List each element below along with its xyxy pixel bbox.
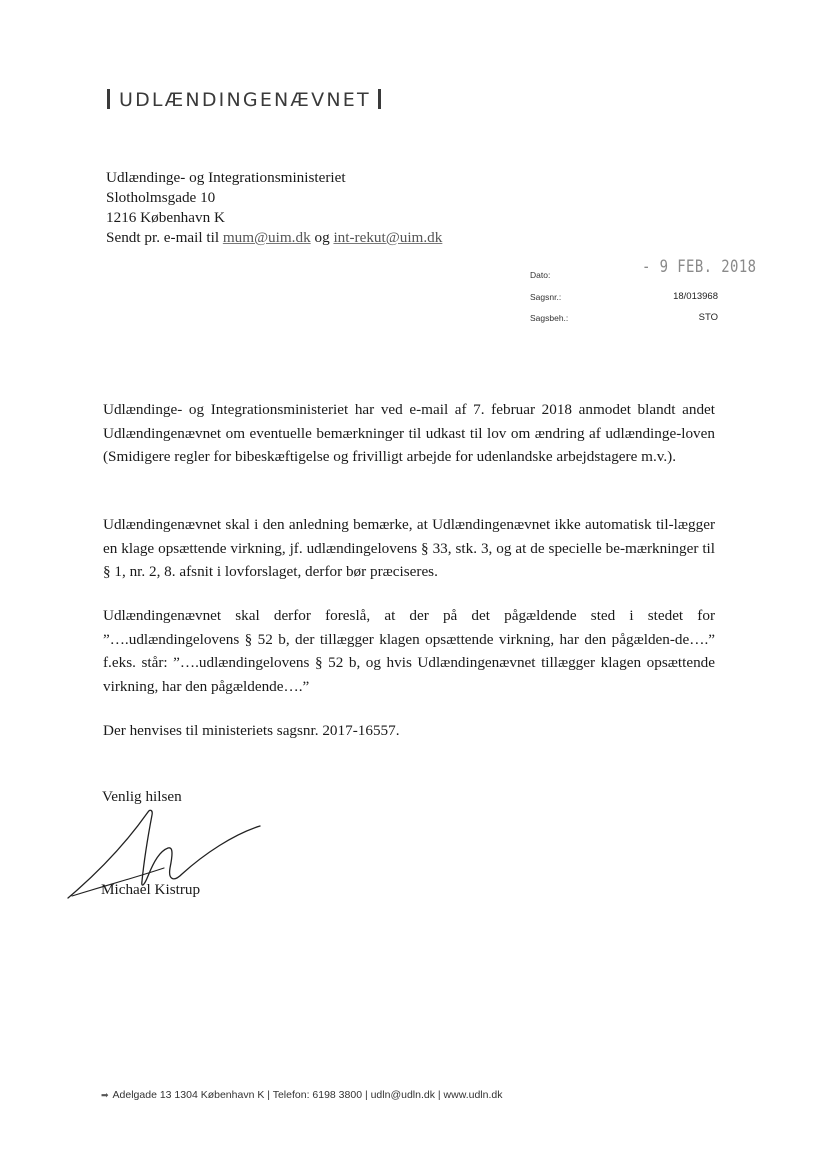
sent-conjunction: og	[314, 229, 330, 246]
footer-text: Adelgade 13 1304 København K | Telefon: 6198 3800 | udln@udln.dk | www.udln.dk	[112, 1089, 503, 1101]
recipient-line1: Udlændinge- og Integrationsministeriet	[106, 169, 346, 186]
date-label: Dato:	[530, 270, 551, 280]
email-link-int-rekut[interactable]: int-rekut@uim.dk	[333, 229, 443, 246]
body-paragraph-1: Udlændinge- og Integrationsministeriet har ved e-mail af 7. februar 2018 anmodet blandt andet Udlændingenævnet om eventuelle bemærkninger til udkast til lov om ændring af udlændinge-loven (Smidigere regler for bibeskæftigelse og frivilligt arbejde for udenlandske arbejdstagere m.v.).	[103, 401, 715, 465]
signer-name: Michael Kistrup	[101, 881, 201, 898]
handler-label: Sagsbeh.:	[530, 313, 569, 323]
case-number-value: 18/013968	[673, 291, 718, 302]
recipient-line3: 1216 København K	[106, 209, 225, 226]
footer	[101, 1089, 502, 1101]
case-number-label: Sagsnr.:	[530, 292, 562, 302]
logo-bar-left	[107, 89, 110, 109]
footer-arrow-icon: ➡	[101, 1090, 109, 1100]
letterhead-name: UDLÆNDINGENÆVNET	[119, 89, 371, 111]
body-paragraph-2: Udlændingenævnet skal i den anledning bemærke, at Udlændingenævnet ikke automatisk til-lægger en klage opsættende virkning, jf. udlændingelovens § 33, stk. 3, og at de specielle be-mærkninger til § 1, nr. 2, 8. afsnit i lovforslaget, derfor bør præciseres.	[103, 516, 715, 580]
recipient-address	[106, 168, 442, 248]
sent-line	[106, 228, 442, 248]
email-link-mum[interactable]: mum@uim.dk	[222, 229, 311, 246]
closing-greeting: Venlig hilsen	[102, 788, 182, 805]
body-paragraph-4: Der henvises til ministeriets sagsnr. 2017-16557.	[103, 722, 400, 739]
date-stamp: - 9 FEB. 2018	[642, 257, 757, 277]
body-paragraph-3: Udlændingenævnet skal derfor foreslå, at der på det pågældende sted i stedet for ”….udlændingelovens § 52 b, der tillægger klagen opsættende virkning, har den pågælden-de….” f.eks. står: ”….udlændingelovens § 52 b, og hvis Udlændingenævnet tillægger klagen opsættende virkning, har den pågældende….”	[103, 607, 715, 695]
sent-prefix: Sendt pr. e-mail til	[106, 229, 220, 246]
letterhead-logo	[107, 89, 381, 111]
recipient-line2: Slotholmsgade 10	[106, 189, 216, 206]
handler-value: STO	[698, 312, 718, 323]
logo-bar-right	[378, 89, 381, 109]
